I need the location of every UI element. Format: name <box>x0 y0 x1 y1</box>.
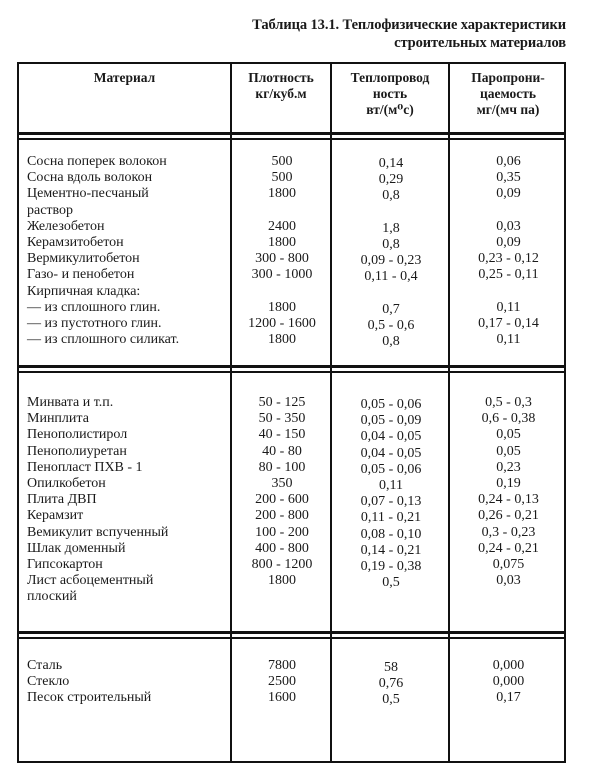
header-conductivity-line: Теплопровод <box>350 70 430 85</box>
vapor-cell: 0,11 <box>496 332 521 348</box>
header-conductivity-unit: вт/(м⁰с) <box>366 102 414 117</box>
conductivity-cell: 0,8 <box>382 188 400 204</box>
vapor-cell: 0,6 - 0,38 <box>481 411 536 427</box>
conductivity-cell: 0,76 <box>378 676 404 692</box>
materials-table <box>17 62 566 763</box>
header-conductivity-line: ность <box>372 86 408 101</box>
table-caption <box>252 16 566 52</box>
conductivity-cell: 0,11 <box>379 477 403 493</box>
conductivity-cell: 0,11 - 0,21 <box>360 510 422 526</box>
header-vapor-line: Паропрони- <box>471 70 545 85</box>
conductivity-cell: 0,05 - 0,09 <box>360 413 422 429</box>
table-row <box>19 235 564 251</box>
section-insulation <box>19 395 564 605</box>
table-row <box>19 332 564 348</box>
conductivity-cell: 0,19 - 0,38 <box>360 558 422 574</box>
header-density <box>232 70 330 102</box>
table-row <box>19 674 564 690</box>
vapor-cell: 0,075 <box>492 556 525 572</box>
material-cell: Пенопласт ПХВ - 1 <box>27 459 143 475</box>
vapor-cell: 0,11 <box>496 299 521 315</box>
section-separator <box>19 132 564 140</box>
density-cell: 1800 <box>268 234 296 250</box>
density-cell: 200 - 800 <box>255 508 309 524</box>
density-cell: 500 <box>271 154 293 169</box>
density-cell: 80 - 100 <box>258 459 306 475</box>
table-header <box>19 64 564 132</box>
conductivity-cell: 0,5 <box>382 575 400 591</box>
conductivity-cell: 0,05 - 0,06 <box>360 397 422 412</box>
density-cell: 300 - 1000 <box>251 267 313 283</box>
vapor-cell: 0,26 - 0,21 <box>478 508 539 524</box>
density-cell: 200 - 600 <box>255 492 309 508</box>
conductivity-cell: 0,8 <box>382 334 400 350</box>
table-row <box>19 203 564 219</box>
caption-line-1: Таблица 13.1. Теплофизические характеристики <box>252 17 566 33</box>
density-cell: 300 - 800 <box>255 251 309 267</box>
vapor-cell: 0,09 <box>496 186 521 202</box>
conductivity-cell: 0,07 - 0,13 <box>360 494 422 510</box>
table-row <box>19 267 564 283</box>
density-cell: 2400 <box>268 218 296 234</box>
vapor-cell: 0,25 - 0,11 <box>478 267 539 283</box>
material-cell: Керамзитобетон <box>27 234 124 250</box>
vapor-cell: 0,19 <box>496 475 521 491</box>
header-conductivity <box>332 70 448 118</box>
table-row <box>19 170 564 186</box>
conductivity-cell: 0,5 - 0,6 <box>367 317 415 333</box>
density-cell: 40 - 80 <box>262 443 302 459</box>
density-cell: 1600 <box>268 690 296 706</box>
density-cell: 1800 <box>268 332 296 348</box>
header-density-unit: кг/куб.м <box>255 86 307 101</box>
vapor-cell: 0,24 - 0,21 <box>478 540 539 556</box>
conductivity-cell: 0,29 <box>378 172 404 188</box>
caption-line-2: строительных материалов <box>394 35 566 51</box>
table-row <box>19 508 564 524</box>
material-cell: Пенополистирол <box>27 427 128 443</box>
table-row <box>19 284 564 300</box>
table-row <box>19 154 564 170</box>
vapor-cell: 0,24 - 0,13 <box>478 492 539 508</box>
vapor-cell: 0,17 - 0,14 <box>478 315 539 331</box>
density-cell: 800 - 1200 <box>251 556 313 572</box>
material-cell: Кирпичная кладка: <box>27 283 141 299</box>
material-cell: Лист асбоцементный <box>27 573 154 589</box>
conductivity-cell: 0,09 - 0,23 <box>360 253 422 269</box>
material-cell: Цементно-песчаный <box>27 186 149 202</box>
header-vapor-unit: мг/(мч па) <box>476 102 540 117</box>
table-row <box>19 411 564 427</box>
vapor-cell: 0,09 <box>496 234 521 250</box>
material-cell: Гипсокартон <box>27 556 103 572</box>
conductivity-cell: 58 <box>384 660 398 675</box>
density-cell: 100 - 200 <box>255 524 309 540</box>
material-cell: Железобетон <box>27 218 105 234</box>
header-material-label: Материал <box>93 70 156 85</box>
material-cell: Вемикулит вспученный <box>27 524 169 540</box>
vapor-cell: 0,3 - 0,23 <box>481 524 536 540</box>
material-cell: Минвата и т.п. <box>27 395 114 410</box>
table-row <box>19 395 564 411</box>
density-cell: 1200 - 1600 <box>248 315 316 331</box>
vapor-cell: 0,000 <box>492 674 525 690</box>
density-cell: 1800 <box>268 573 296 589</box>
material-cell: Сосна вдоль волокон <box>27 170 153 186</box>
vapor-cell: 0,000 <box>492 658 525 673</box>
table-row <box>19 427 564 443</box>
section-separator <box>19 365 564 373</box>
vapor-cell: 0,23 - 0,12 <box>478 251 539 267</box>
table-row <box>19 460 564 476</box>
section-structural <box>19 154 564 348</box>
vapor-cell: 0,03 <box>496 573 521 589</box>
table-row <box>19 476 564 492</box>
material-cell: Минплита <box>27 411 89 427</box>
table-row <box>19 589 564 605</box>
material-cell: Плита ДВП <box>27 492 97 508</box>
conductivity-cell: 0,08 - 0,10 <box>360 526 422 542</box>
material-cell: — из пустотного глин. <box>27 315 162 331</box>
table-row <box>19 557 564 573</box>
material-cell: Вермикулитобетон <box>27 251 140 267</box>
header-vapor-line: цаемость <box>479 86 537 101</box>
vapor-cell: 0,23 <box>496 459 521 475</box>
material-cell: Шлак доменный <box>27 540 126 556</box>
table-row <box>19 219 564 235</box>
conductivity-cell: 0,04 - 0,05 <box>360 445 422 461</box>
density-cell: 2500 <box>268 674 296 690</box>
table-row <box>19 492 564 508</box>
conductivity-cell: 0,8 <box>382 236 400 252</box>
density-cell: 1800 <box>268 299 296 315</box>
density-cell: 50 - 350 <box>258 411 306 427</box>
table-row <box>19 525 564 541</box>
material-cell: Сосна поперек волокон <box>27 154 167 169</box>
header-density-line: Плотность <box>248 70 314 85</box>
table-row <box>19 316 564 332</box>
table-row <box>19 186 564 202</box>
density-cell: 7800 <box>268 658 296 673</box>
table-row <box>19 444 564 460</box>
density-cell: 1800 <box>268 186 296 202</box>
material-cell: Песок строительный <box>27 690 152 706</box>
vapor-cell: 0,06 <box>496 154 521 169</box>
conductivity-cell: 0,05 - 0,06 <box>360 461 422 477</box>
material-cell: Керамзит <box>27 508 84 524</box>
material-cell: Газо- и пенобетон <box>27 267 135 283</box>
vapor-cell: 0,35 <box>496 170 521 186</box>
density-cell: 50 - 125 <box>258 395 306 410</box>
conductivity-cell: 0,11 - 0,4 <box>364 269 418 285</box>
density-cell: 400 - 800 <box>255 540 309 556</box>
table-row <box>19 658 564 674</box>
section-separator <box>19 631 564 639</box>
vapor-cell: 0,5 - 0,3 <box>485 395 532 410</box>
vapor-cell: 0,03 <box>496 218 521 234</box>
material-cell: — из сплошного глин. <box>27 299 161 315</box>
header-material <box>19 70 230 86</box>
conductivity-cell: 0,5 <box>382 692 400 708</box>
header-vapor <box>450 70 566 118</box>
material-cell: Пенополиуретан <box>27 443 127 459</box>
section-other <box>19 658 564 707</box>
table-row <box>19 541 564 557</box>
conductivity-cell: 1,8 <box>382 220 400 236</box>
density-cell: 350 <box>271 475 293 491</box>
conductivity-cell: 0,7 <box>382 301 400 317</box>
conductivity-cell: 0,04 - 0,05 <box>360 429 422 445</box>
material-cell: раствор <box>27 202 74 218</box>
material-cell: Сталь <box>27 658 63 673</box>
density-cell: 500 <box>271 170 293 186</box>
material-cell: — из сплошного силикат. <box>27 332 180 348</box>
vapor-cell: 0,17 <box>496 690 521 706</box>
table-row <box>19 690 564 706</box>
vapor-cell: 0,05 <box>496 427 521 443</box>
table-row <box>19 251 564 267</box>
table-row <box>19 300 564 316</box>
vapor-cell: 0,05 <box>496 443 521 459</box>
conductivity-cell: 0,14 <box>378 156 404 171</box>
density-cell: 40 - 150 <box>258 427 306 443</box>
conductivity-cell: 0,14 - 0,21 <box>360 542 422 558</box>
table-row <box>19 573 564 589</box>
material-cell: Опилкобетон <box>27 475 106 491</box>
material-cell: Стекло <box>27 674 70 690</box>
material-cell: плоский <box>27 589 77 605</box>
